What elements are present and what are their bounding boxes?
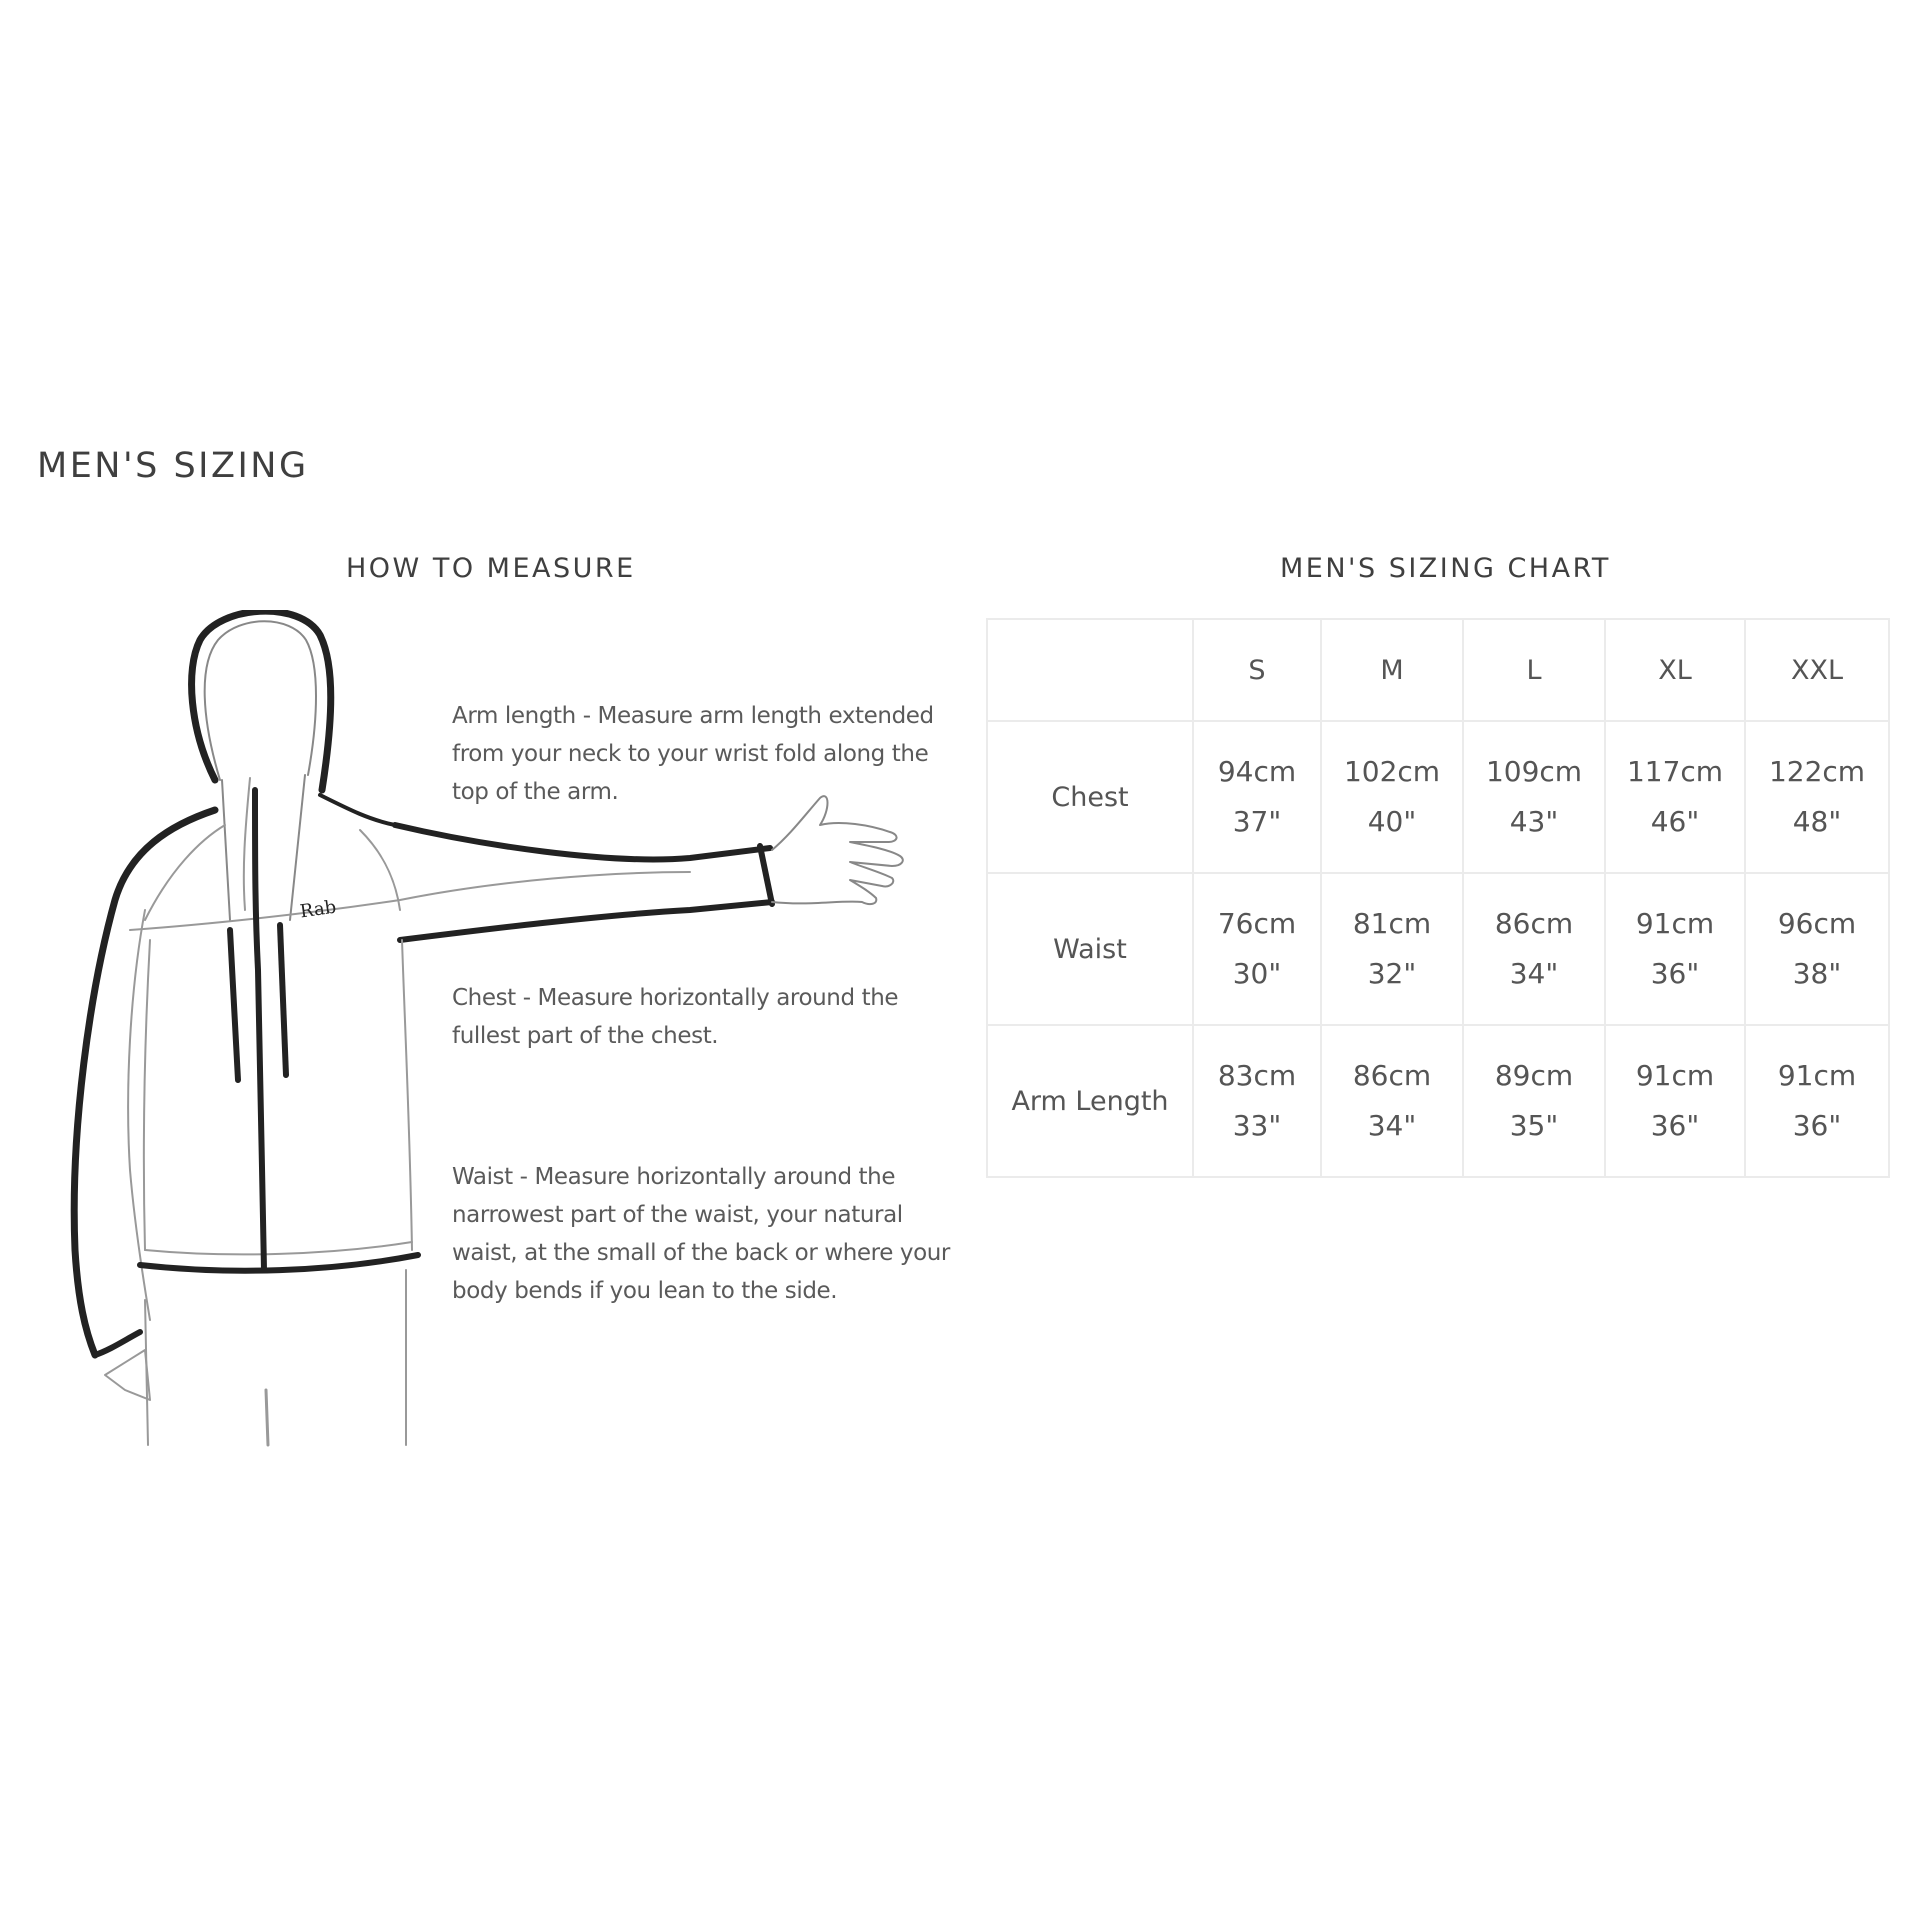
cm-value: 81cm <box>1352 907 1432 940</box>
sizing-table <box>986 618 1890 1178</box>
cm-value: 91cm <box>1635 907 1715 940</box>
rab-logo: Rab <box>298 896 338 923</box>
table-cell <box>1745 1025 1889 1177</box>
column-header: XXL <box>1745 619 1889 721</box>
inch-value: 43" <box>1509 805 1559 838</box>
column-header: L <box>1463 619 1605 721</box>
cm-value: 76cm <box>1217 907 1297 940</box>
table-row <box>987 1025 1889 1177</box>
cm-value: 96cm <box>1777 907 1857 940</box>
right-shoulder <box>320 795 395 825</box>
cm-value: 83cm <box>1217 1059 1297 1092</box>
right-pocket-zip <box>280 925 286 1075</box>
column-header: XL <box>1605 619 1745 721</box>
hand <box>772 796 903 904</box>
inch-value: 36" <box>1650 1109 1700 1142</box>
cm-value: 109cm <box>1485 755 1583 788</box>
table-cell <box>1321 1025 1463 1177</box>
table-cell <box>1463 721 1605 873</box>
inch-value: 37" <box>1232 805 1282 838</box>
chest-instruction: Chest - Measure horizontally around the fullest part of the chest. <box>452 985 899 1049</box>
table-cell <box>1193 873 1321 1025</box>
table-cell <box>1321 873 1463 1025</box>
hood-inner <box>205 621 316 780</box>
cm-value: 91cm <box>1635 1059 1715 1092</box>
right-arm-bottom <box>400 902 772 940</box>
right-arm-top <box>395 825 770 859</box>
left-pocket-zip <box>230 930 238 1080</box>
cm-value: 122cm <box>1768 755 1866 788</box>
inch-value: 35" <box>1509 1109 1559 1142</box>
table-cell <box>1605 1025 1745 1177</box>
row-label: Waist <box>987 873 1193 1025</box>
inch-value: 36" <box>1650 957 1700 990</box>
table-cell <box>1193 721 1321 873</box>
page-title: MEN'S SIZING <box>37 446 309 486</box>
inch-value: 38" <box>1792 957 1842 990</box>
row-label: Chest <box>987 721 1193 873</box>
body-right-side <box>402 940 412 1250</box>
inch-value: 34" <box>1509 957 1559 990</box>
table-cell <box>1605 721 1745 873</box>
table-cell <box>1745 873 1889 1025</box>
cm-value: 89cm <box>1494 1059 1574 1092</box>
inch-value: 33" <box>1232 1109 1282 1142</box>
table-cell <box>1193 1025 1321 1177</box>
table-cell <box>1745 721 1889 873</box>
how-to-measure-title: HOW TO MEASURE <box>346 553 636 584</box>
inch-value: 30" <box>1232 957 1282 990</box>
inch-value: 48" <box>1792 805 1842 838</box>
cm-value: 86cm <box>1494 907 1574 940</box>
table-cell <box>1605 873 1745 1025</box>
body-left-side <box>144 940 150 1250</box>
waist-instruction: Waist - Measure horizontally around the narrowest part of the waist, your natural waist, at the small of the back or where your body bends if you lean to the side. <box>452 1164 950 1304</box>
column-header: S <box>1193 619 1321 721</box>
center-zip <box>255 790 264 1270</box>
table-cell <box>1463 873 1605 1025</box>
hem <box>140 1255 418 1271</box>
inch-value: 36" <box>1792 1109 1842 1142</box>
cm-value: 117cm <box>1626 755 1724 788</box>
cm-value: 91cm <box>1777 1059 1857 1092</box>
table-cell <box>1321 721 1463 873</box>
row-label: Arm Length <box>987 1025 1193 1177</box>
inch-value: 46" <box>1650 805 1700 838</box>
table-corner-cell <box>987 619 1193 721</box>
column-header: M <box>1321 619 1463 721</box>
table-header-row <box>987 619 1889 721</box>
sizing-chart-title: MEN'S SIZING CHART <box>1280 553 1611 584</box>
cm-value: 94cm <box>1217 755 1297 788</box>
inch-value: 34" <box>1367 1109 1417 1142</box>
table-cell <box>1463 1025 1605 1177</box>
inch-value: 32" <box>1367 957 1417 990</box>
cm-value: 86cm <box>1352 1059 1432 1092</box>
table-row <box>987 721 1889 873</box>
table-row <box>987 873 1889 1025</box>
arm-length-instruction: Arm length - Measure arm length extended from your neck to your wrist fold along the top of the arm. <box>452 703 934 805</box>
inch-value: 40" <box>1367 805 1417 838</box>
cm-value: 102cm <box>1343 755 1441 788</box>
